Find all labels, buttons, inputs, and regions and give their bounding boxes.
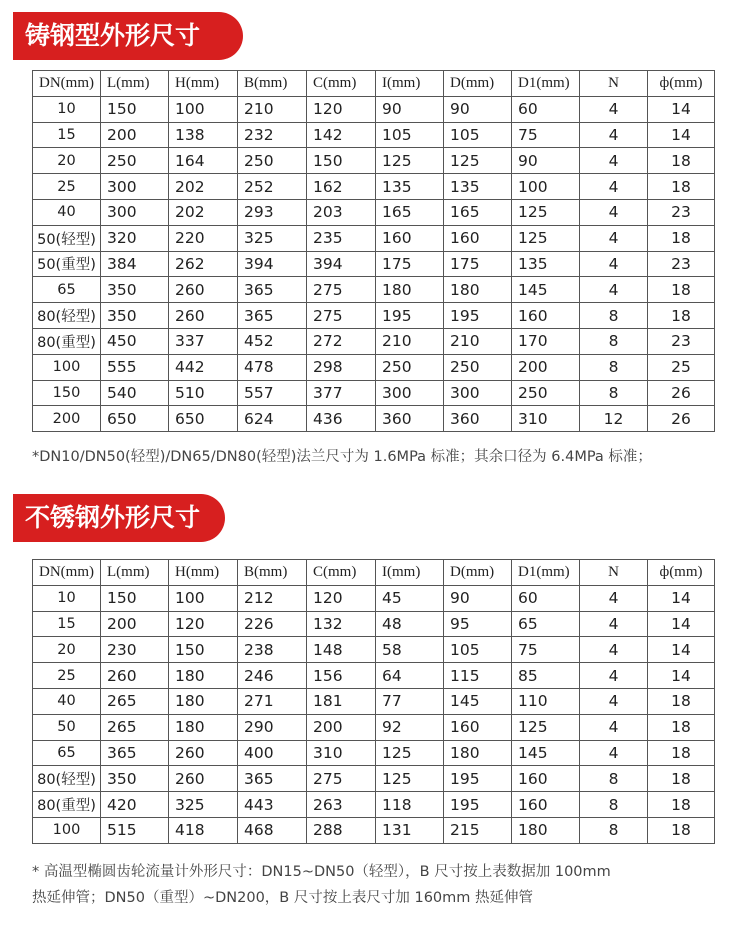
table-cell: 4 <box>580 714 648 740</box>
column-header: C(mm) <box>307 71 376 97</box>
column-header: DN(mm) <box>33 71 101 97</box>
column-header: DN(mm) <box>33 560 101 586</box>
table-cell: 4 <box>580 96 648 122</box>
cast-steel-dimension-table <box>32 70 715 432</box>
table-cell: 310 <box>307 740 376 766</box>
column-header: L(mm) <box>101 560 169 586</box>
table-cell: 8 <box>580 817 648 843</box>
dn-cell: 100 <box>33 354 101 380</box>
table-cell: 125 <box>512 199 580 225</box>
table-cell: 540 <box>101 380 169 406</box>
table-cell: 125 <box>444 148 512 174</box>
table-cell: 148 <box>307 637 376 663</box>
dn-cell: 200 <box>33 406 101 432</box>
table-cell: 165 <box>444 199 512 225</box>
table-cell: 650 <box>101 406 169 432</box>
table-cell: 510 <box>169 380 238 406</box>
table-cell: 18 <box>648 277 715 303</box>
table-cell: 85 <box>512 663 580 689</box>
table-cell: 202 <box>169 174 238 200</box>
table-cell: 275 <box>307 303 376 329</box>
stainless-section-title: 不锈钢外形尺寸 <box>13 494 225 542</box>
table-cell: 250 <box>238 148 307 174</box>
dn-cell: 80(轻型) <box>33 766 101 792</box>
table-cell: 271 <box>238 688 307 714</box>
table-cell: 64 <box>376 663 444 689</box>
table-cell: 300 <box>101 174 169 200</box>
table-cell: 250 <box>512 380 580 406</box>
table-cell: 260 <box>169 277 238 303</box>
column-header: B(mm) <box>238 560 307 586</box>
table-cell: 310 <box>512 406 580 432</box>
table-cell: 220 <box>169 225 238 251</box>
table-cell: 436 <box>307 406 376 432</box>
stainless-note-line-2: 热延伸管；DN50（重型）~DN200，B 尺寸按上表尺寸加 160mm 热延伸管 <box>32 890 533 906</box>
table-cell: 200 <box>101 611 169 637</box>
dn-cell: 10 <box>33 585 101 611</box>
table-cell: 210 <box>376 328 444 354</box>
table-row <box>33 328 715 354</box>
table-cell: 14 <box>648 585 715 611</box>
table-cell: 8 <box>580 328 648 354</box>
table-cell: 202 <box>169 199 238 225</box>
table-cell: 180 <box>512 817 580 843</box>
table-row <box>33 380 715 406</box>
table-cell: 4 <box>580 251 648 277</box>
table-cell: 452 <box>238 328 307 354</box>
table-cell: 8 <box>580 792 648 818</box>
table-row <box>33 714 715 740</box>
table-cell: 100 <box>169 585 238 611</box>
table-cell: 45 <box>376 585 444 611</box>
table-cell: 650 <box>169 406 238 432</box>
table-cell: 180 <box>444 277 512 303</box>
table-row <box>33 225 715 251</box>
table-cell: 4 <box>580 122 648 148</box>
table-cell: 23 <box>648 251 715 277</box>
table-cell: 25 <box>648 354 715 380</box>
table-cell: 275 <box>307 277 376 303</box>
table-cell: 4 <box>580 277 648 303</box>
table-row <box>33 148 715 174</box>
table-cell: 100 <box>169 96 238 122</box>
table-cell: 90 <box>444 96 512 122</box>
table-cell: 365 <box>101 740 169 766</box>
table-cell: 115 <box>444 663 512 689</box>
table-cell: 8 <box>580 380 648 406</box>
table-row <box>33 96 715 122</box>
table-cell: 105 <box>376 122 444 148</box>
dn-cell: 50 <box>33 714 101 740</box>
table-cell: 4 <box>580 585 648 611</box>
table-cell: 175 <box>444 251 512 277</box>
table-row <box>33 354 715 380</box>
table-header-row <box>33 560 715 586</box>
table-cell: 125 <box>376 148 444 174</box>
table-cell: 105 <box>444 637 512 663</box>
table-cell: 48 <box>376 611 444 637</box>
column-header: H(mm) <box>169 71 238 97</box>
table-cell: 135 <box>376 174 444 200</box>
table-cell: 260 <box>169 766 238 792</box>
table-cell: 468 <box>238 817 307 843</box>
table-cell: 14 <box>648 663 715 689</box>
table-cell: 212 <box>238 585 307 611</box>
table-cell: 23 <box>648 199 715 225</box>
table-cell: 442 <box>169 354 238 380</box>
table-row <box>33 585 715 611</box>
dn-cell: 50(轻型) <box>33 225 101 251</box>
table-cell: 120 <box>307 96 376 122</box>
table-cell: 150 <box>307 148 376 174</box>
table-cell: 624 <box>238 406 307 432</box>
table-cell: 195 <box>444 303 512 329</box>
table-cell: 260 <box>169 740 238 766</box>
dn-cell: 100 <box>33 817 101 843</box>
table-cell: 160 <box>376 225 444 251</box>
table-cell: 135 <box>512 251 580 277</box>
table-cell: 180 <box>169 714 238 740</box>
table-cell: 138 <box>169 122 238 148</box>
table-row <box>33 199 715 225</box>
cast-steel-section-title: 铸钢型外形尺寸 <box>13 12 243 60</box>
table-row <box>33 766 715 792</box>
table-cell: 14 <box>648 611 715 637</box>
table-cell: 150 <box>169 637 238 663</box>
table-cell: 23 <box>648 328 715 354</box>
table-cell: 18 <box>648 303 715 329</box>
table-cell: 150 <box>101 96 169 122</box>
table-cell: 252 <box>238 174 307 200</box>
table-cell: 135 <box>444 174 512 200</box>
table-row <box>33 637 715 663</box>
table-cell: 418 <box>169 817 238 843</box>
column-header: N <box>580 71 648 97</box>
table-cell: 555 <box>101 354 169 380</box>
table-cell: 131 <box>376 817 444 843</box>
table-cell: 238 <box>238 637 307 663</box>
table-cell: 156 <box>307 663 376 689</box>
table-cell: 100 <box>512 174 580 200</box>
table-cell: 263 <box>307 792 376 818</box>
dn-cell: 20 <box>33 637 101 663</box>
table-cell: 18 <box>648 792 715 818</box>
table-cell: 164 <box>169 148 238 174</box>
table-cell: 14 <box>648 96 715 122</box>
dn-cell: 15 <box>33 611 101 637</box>
table-cell: 478 <box>238 354 307 380</box>
table-cell: 162 <box>307 174 376 200</box>
column-header: N <box>580 560 648 586</box>
table-cell: 170 <box>512 328 580 354</box>
table-row <box>33 174 715 200</box>
dn-cell: 50(重型) <box>33 251 101 277</box>
table-cell: 298 <box>307 354 376 380</box>
table-cell: 250 <box>444 354 512 380</box>
table-cell: 250 <box>376 354 444 380</box>
table-cell: 4 <box>580 688 648 714</box>
table-row <box>33 277 715 303</box>
dn-cell: 80(轻型) <box>33 303 101 329</box>
table-cell: 365 <box>238 303 307 329</box>
table-cell: 18 <box>648 817 715 843</box>
dn-cell: 150 <box>33 380 101 406</box>
table-cell: 360 <box>444 406 512 432</box>
table-cell: 95 <box>444 611 512 637</box>
table-cell: 262 <box>169 251 238 277</box>
table-row <box>33 251 715 277</box>
column-header: D1(mm) <box>512 71 580 97</box>
table-cell: 90 <box>444 585 512 611</box>
table-cell: 260 <box>169 303 238 329</box>
table-cell: 160 <box>444 714 512 740</box>
table-cell: 77 <box>376 688 444 714</box>
table-cell: 132 <box>307 611 376 637</box>
table-cell: 125 <box>512 225 580 251</box>
table-cell: 8 <box>580 766 648 792</box>
table-cell: 265 <box>101 688 169 714</box>
table-cell: 4 <box>580 740 648 766</box>
table-cell: 145 <box>512 740 580 766</box>
table-cell: 160 <box>512 303 580 329</box>
table-row <box>33 688 715 714</box>
column-header: B(mm) <box>238 71 307 97</box>
table-header-row <box>33 71 715 97</box>
table-cell: 450 <box>101 328 169 354</box>
table-cell: 350 <box>101 766 169 792</box>
table-cell: 300 <box>101 199 169 225</box>
table-cell: 350 <box>101 303 169 329</box>
table-cell: 18 <box>648 714 715 740</box>
table-cell: 14 <box>648 637 715 663</box>
table-cell: 275 <box>307 766 376 792</box>
table-cell: 365 <box>238 277 307 303</box>
table-cell: 18 <box>648 225 715 251</box>
table-cell: 325 <box>238 225 307 251</box>
table-cell: 230 <box>101 637 169 663</box>
dn-cell: 25 <box>33 663 101 689</box>
table-cell: 4 <box>580 148 648 174</box>
table-cell: 125 <box>376 740 444 766</box>
table-cell: 160 <box>512 766 580 792</box>
table-cell: 377 <box>307 380 376 406</box>
table-cell: 120 <box>169 611 238 637</box>
table-cell: 60 <box>512 96 580 122</box>
table-cell: 215 <box>444 817 512 843</box>
table-cell: 235 <box>307 225 376 251</box>
table-cell: 18 <box>648 766 715 792</box>
table-cell: 18 <box>648 688 715 714</box>
dn-cell: 65 <box>33 277 101 303</box>
table-cell: 272 <box>307 328 376 354</box>
table-cell: 4 <box>580 174 648 200</box>
table-cell: 14 <box>648 122 715 148</box>
table-cell: 142 <box>307 122 376 148</box>
table-cell: 265 <box>101 714 169 740</box>
table-cell: 118 <box>376 792 444 818</box>
table-cell: 180 <box>169 663 238 689</box>
table-cell: 210 <box>444 328 512 354</box>
table-cell: 4 <box>580 663 648 689</box>
table-cell: 181 <box>307 688 376 714</box>
table-cell: 75 <box>512 122 580 148</box>
table-cell: 75 <box>512 637 580 663</box>
table-cell: 288 <box>307 817 376 843</box>
dn-cell: 25 <box>33 174 101 200</box>
table-cell: 195 <box>444 766 512 792</box>
table-cell: 4 <box>580 611 648 637</box>
table-cell: 145 <box>444 688 512 714</box>
table-cell: 12 <box>580 406 648 432</box>
table-cell: 400 <box>238 740 307 766</box>
table-cell: 290 <box>238 714 307 740</box>
table-cell: 443 <box>238 792 307 818</box>
table-cell: 165 <box>376 199 444 225</box>
table-cell: 293 <box>238 199 307 225</box>
table-cell: 120 <box>307 585 376 611</box>
dn-cell: 40 <box>33 199 101 225</box>
table-cell: 18 <box>648 148 715 174</box>
table-cell: 18 <box>648 740 715 766</box>
dn-cell: 80(重型) <box>33 328 101 354</box>
table-cell: 200 <box>307 714 376 740</box>
column-header: ф(mm) <box>648 560 715 586</box>
table-cell: 92 <box>376 714 444 740</box>
table-cell: 125 <box>376 766 444 792</box>
table-cell: 18 <box>648 174 715 200</box>
table-cell: 180 <box>376 277 444 303</box>
table-cell: 325 <box>169 792 238 818</box>
table-cell: 203 <box>307 199 376 225</box>
table-cell: 26 <box>648 406 715 432</box>
column-header: D1(mm) <box>512 560 580 586</box>
table-cell: 557 <box>238 380 307 406</box>
column-header: I(mm) <box>376 560 444 586</box>
column-header: ф(mm) <box>648 71 715 97</box>
table-cell: 58 <box>376 637 444 663</box>
table-cell: 175 <box>376 251 444 277</box>
table-row <box>33 122 715 148</box>
table-cell: 160 <box>444 225 512 251</box>
table-cell: 60 <box>512 585 580 611</box>
table-row <box>33 740 715 766</box>
column-header: D(mm) <box>444 71 512 97</box>
table-cell: 226 <box>238 611 307 637</box>
table-cell: 210 <box>238 96 307 122</box>
dn-cell: 40 <box>33 688 101 714</box>
table-cell: 360 <box>376 406 444 432</box>
cast-steel-note: *DN10/DN50(轻型)/DN65/DN80(轻型)法兰尺寸为 1.6MPa 标准；其余口径为 6.4MPa 标准； <box>32 449 652 465</box>
table-cell: 8 <box>580 303 648 329</box>
table-cell: 365 <box>238 766 307 792</box>
column-header: C(mm) <box>307 560 376 586</box>
table-cell: 515 <box>101 817 169 843</box>
stainless-dimension-table <box>32 559 715 844</box>
table-cell: 4 <box>580 199 648 225</box>
table-cell: 337 <box>169 328 238 354</box>
column-header: I(mm) <box>376 71 444 97</box>
table-row <box>33 406 715 432</box>
table-cell: 260 <box>101 663 169 689</box>
dn-cell: 20 <box>33 148 101 174</box>
column-header: L(mm) <box>101 71 169 97</box>
table-cell: 394 <box>307 251 376 277</box>
table-cell: 105 <box>444 122 512 148</box>
table-cell: 320 <box>101 225 169 251</box>
table-cell: 350 <box>101 277 169 303</box>
table-row <box>33 817 715 843</box>
table-cell: 195 <box>444 792 512 818</box>
table-cell: 90 <box>512 148 580 174</box>
table-cell: 232 <box>238 122 307 148</box>
dn-cell: 10 <box>33 96 101 122</box>
table-cell: 145 <box>512 277 580 303</box>
table-cell: 180 <box>169 688 238 714</box>
table-cell: 394 <box>238 251 307 277</box>
table-cell: 4 <box>580 637 648 663</box>
dn-cell: 15 <box>33 122 101 148</box>
table-cell: 420 <box>101 792 169 818</box>
table-cell: 26 <box>648 380 715 406</box>
table-cell: 160 <box>512 792 580 818</box>
dn-cell: 65 <box>33 740 101 766</box>
table-cell: 200 <box>101 122 169 148</box>
table-cell: 300 <box>376 380 444 406</box>
table-cell: 150 <box>101 585 169 611</box>
table-cell: 90 <box>376 96 444 122</box>
table-cell: 125 <box>512 714 580 740</box>
column-header: H(mm) <box>169 560 238 586</box>
column-header: D(mm) <box>444 560 512 586</box>
table-cell: 110 <box>512 688 580 714</box>
table-cell: 246 <box>238 663 307 689</box>
table-cell: 4 <box>580 225 648 251</box>
table-cell: 180 <box>444 740 512 766</box>
table-cell: 195 <box>376 303 444 329</box>
table-row <box>33 663 715 689</box>
table-cell: 200 <box>512 354 580 380</box>
table-cell: 65 <box>512 611 580 637</box>
stainless-note-line-1: * 高温型椭圆齿轮流量计外形尺寸：DN15~DN50（轻型），B 尺寸按上表数据加 100mm <box>32 864 611 880</box>
table-cell: 250 <box>101 148 169 174</box>
dn-cell: 80(重型) <box>33 792 101 818</box>
table-cell: 300 <box>444 380 512 406</box>
table-row <box>33 303 715 329</box>
table-cell: 384 <box>101 251 169 277</box>
table-row <box>33 792 715 818</box>
table-cell: 8 <box>580 354 648 380</box>
table-row <box>33 611 715 637</box>
